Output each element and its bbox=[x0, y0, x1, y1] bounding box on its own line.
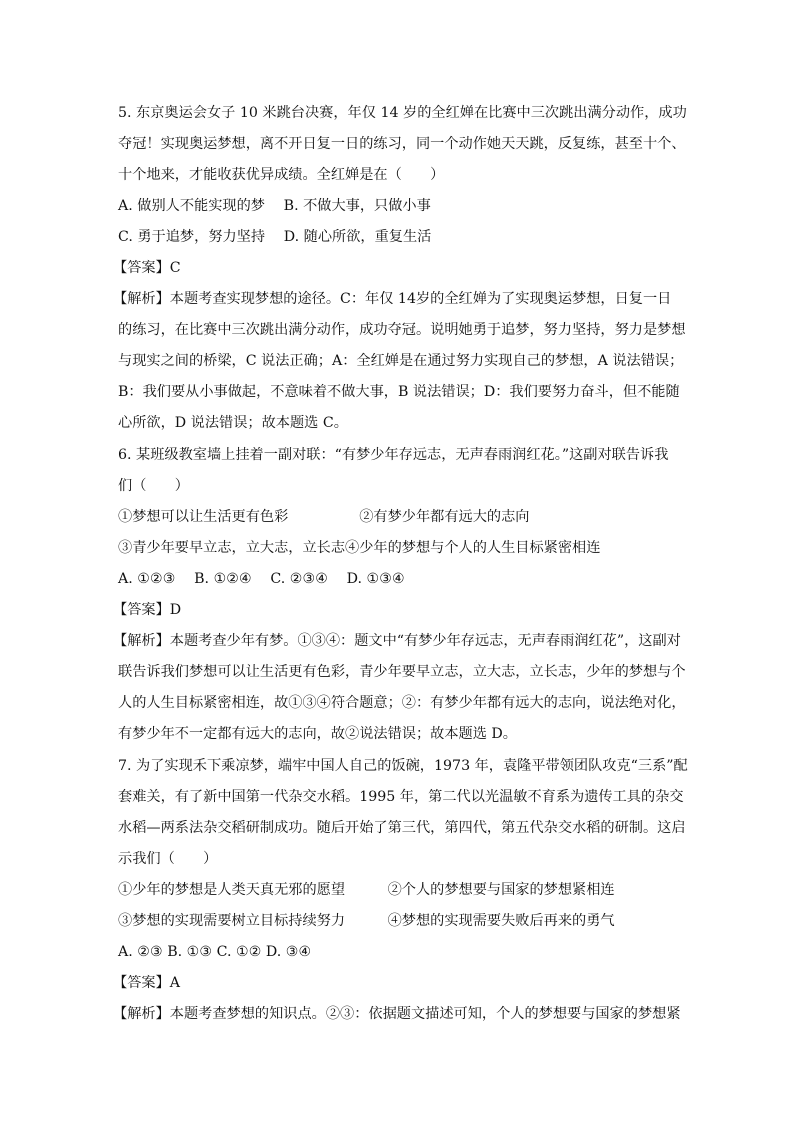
question-7-analysis-line-1: 【解析】本题考查梦想的知识点。②③：依据题文描述可知，个人的梦想要与国家的梦想紧 bbox=[113, 1006, 681, 1022]
question-5-option-line-1: A. 做别人不能实现的梦 B. 不做大事，只做小事 bbox=[118, 198, 431, 214]
question-7-stem-line-2: 套难关，有了新中国第一代杂交水稻。1995 年，第二代以光温敏不育系为遗传工具的杂交 bbox=[118, 789, 684, 805]
question-5-analysis-line-4: B：我们要从小事做起，不意味着不做大事，B 说法错误；D：我们要努力奋斗，但不能随 bbox=[118, 384, 680, 400]
question-7-stem-line-3: 水稻—两系法杂交稻研制成功。随后开始了第三代，第四代，第五代杂交水稻的研制。这启 bbox=[118, 820, 686, 836]
question-6-analysis-line-1: 【解析】本题考查少年有梦。①③④：题文中“有梦少年存远志，无声春雨润红花”，这副对 bbox=[113, 633, 681, 649]
question-6-option-line-2: ③青少年要早立志，立大志，立长志④少年的梦想与个人的人生目标紧密相连 bbox=[118, 540, 601, 556]
question-7-answer: 【答案】A bbox=[113, 975, 180, 991]
question-7-option-line-2: ③梦想的实现需要树立目标持续努力 ④梦想的实现需要失败后再来的勇气 bbox=[118, 913, 615, 929]
question-7-stem-line-1: 7. 为了实现禾下乘凉梦，端牢中国人自己的饭碗，1973 年，袁隆平带领团队攻克“三系”配 bbox=[118, 758, 688, 774]
question-7-option-line-3: A. ②③ B. ①③ C. ①② D. ③④ bbox=[118, 944, 312, 960]
question-5-option-line-2: C. 勇于追梦，努力坚持 D. 随心所欲，重复生活 bbox=[118, 229, 432, 245]
question-6-analysis-line-4: 有梦少年不一定都有远大的志向，故②说法错误；故本题选 D。 bbox=[118, 726, 517, 742]
question-5-stem-line-1: 5. 东京奥运会女子 10 米跳台决赛，年仅 14 岁的全红婵在比赛中三次跳出满分动作，成功 bbox=[118, 105, 687, 121]
question-6-analysis-line-2: 联告诉我们梦想可以让生活更有色彩，青少年要早立志，立大志，立长志，少年的梦想与个 bbox=[118, 664, 686, 680]
question-6-option-line-1: ①梦想可以让生活更有色彩 ②有梦少年都有远大的志向 bbox=[118, 509, 530, 525]
question-5-stem-line-3: 十个地来，才能收获优异成绩。全红婵是在（ ） bbox=[118, 167, 445, 183]
question-7-option-line-1: ①少年的梦想是人类天真无邪的愿望 ②个人的梦想要与国家的梦想紧相连 bbox=[118, 882, 615, 898]
question-5-stem-line-2: 夺冠！实现奥运梦想，离不开日复一日的练习，同一个动作她天天跳，反复练，甚至十个、 bbox=[118, 136, 686, 152]
question-6-option-line-3: A. ①②③ B. ①②④ C. ②③④ D. ①③④ bbox=[118, 571, 405, 587]
question-6-analysis-line-3: 人的人生目标紧密相连，故①③④符合题意；②：有梦少年都有远大的志向，说法绝对化， bbox=[118, 695, 686, 711]
question-5-analysis-line-3: 与现实之间的桥梁，C 说法正确；A：全红婵是在通过努力实现自己的梦想，A 说法错误； bbox=[118, 353, 684, 369]
question-5-analysis-line-5: 心所欲，D 说法错误；故本题选 C。 bbox=[118, 415, 348, 431]
question-5-answer: 【答案】C bbox=[113, 260, 181, 276]
question-6-stem-line-1: 6. 某班级教室墙上挂着一副对联：“有梦少年存远志，无声春雨润红花。”这副对联告诉我 bbox=[118, 447, 669, 463]
question-6-answer: 【答案】D bbox=[113, 602, 182, 618]
question-7-stem-line-4: 示我们（ ） bbox=[118, 851, 218, 867]
question-6-stem-line-2: 们（ ） bbox=[118, 478, 189, 494]
question-5-analysis-line-1: 【解析】本题考查实现梦想的途径。C：年仅 14岁的全红婵为了实现奥运梦想，日复一日 bbox=[113, 291, 672, 307]
question-5-analysis-line-2: 的练习，在比赛中三次跳出满分动作，成功夺冠。说明她勇于追梦，努力坚持，努力是梦想 bbox=[118, 322, 686, 338]
